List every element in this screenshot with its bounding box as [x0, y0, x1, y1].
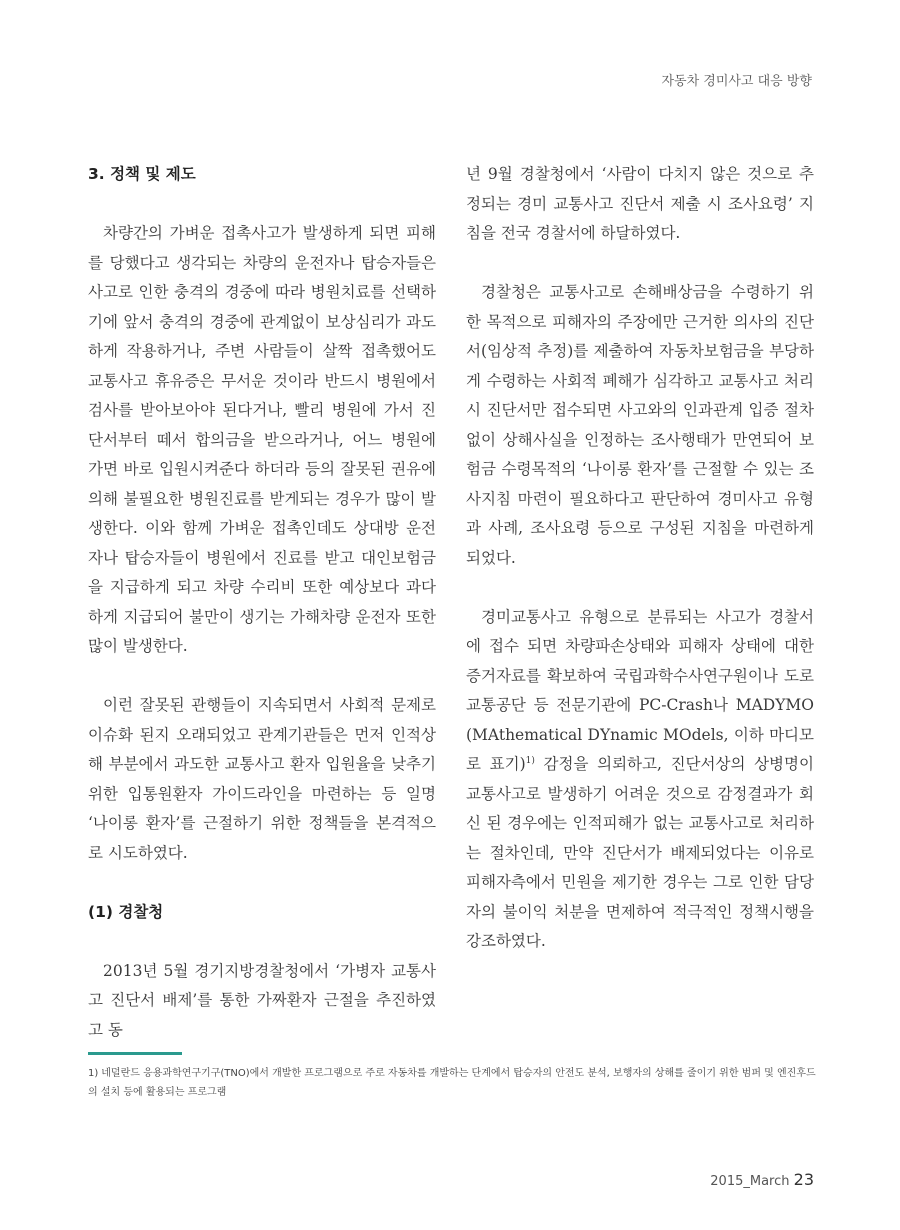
- left-column: [88, 160, 436, 1075]
- footnote-text: 네덜란드 응용과학연구기구(TNO)에서 개발한 프로그램으로 주로 자동차를 개발하는 단계에서 탑승자의 안전도 분석, 보행자의 상해를 줄이기 위한 범퍼 및 엔진후드의 설치 등에 활용되는 프로그램: [88, 1068, 816, 1098]
- paragraph-text: 감정을 의뢰하고, 진단서상의 상병명이 교통사고로 발생하기 어려운 것으로 감정결과가 회신 된 경우에는 인적피해가 없는 교통사고로 처리하는 절차인데, 만약 진단서가 배제되었다는 이유로 피해자측에서 민원을 제기한 경우는 그로 인한 담당자의 불이익 처분을 면제하여 적극적인 정책시행을 강조하였다.: [466, 755, 814, 950]
- issue-label: 2015_March: [710, 1174, 790, 1189]
- footnote-reference[interactable]: 1): [525, 755, 535, 766]
- paragraph: 이런 잘못된 관행들이 지속되면서 사회적 문제로 이슈화 된지 오래되었고 관계기관들은 먼저 인적상해 부분에서 과도한 교통사고 환자 입원율을 낮추기 위한 입통원환자 가이드라인을 마련하는 등 일명 ‘나이롱 환자’를 근절하기 위한 정책들을 본격적으로 시도하였다.: [88, 696, 436, 862]
- paragraph: 경찰청은 교통사고로 손해배상금을 수령하기 위한 목적으로 피해자의 주장에만 근거한 의사의 진단서(임상적 추정)를 제출하여 자동차보험금을 부당하게 수령하는 사회적 폐해가 심각하고 교통사고 처리 시 진단서만 접수되면 사고와의 인과관계 입증 절차 없이 상해사실을 인정하는 조사행태가 만연되어 보험금 수령목적의 ‘나이롱 환자’를 근절할 수 있는 조사지침 마련이 필요하다고 판단하여 경미사고 유형과 사례, 조사요령 등으로 구성된 지침을 마련하게 되었다.: [466, 283, 814, 567]
- footnote-divider: [88, 1052, 182, 1055]
- subsection-title: (1) 경찰청: [88, 902, 164, 921]
- page-footer: [710, 1170, 814, 1189]
- right-column: [466, 160, 814, 986]
- page-number: 23: [793, 1170, 814, 1189]
- running-header: 자동차 경미사고 대응 방향: [661, 74, 812, 89]
- footnote: [88, 1064, 818, 1102]
- paragraph: 2013년 5월 경기지방경찰청에서 ‘가병자 교통사고 진단서 배제’를 통한 가짜환자 근절을 추진하였고 동: [88, 961, 436, 1039]
- paragraph-text: 경미교통사고 유형으로 분류되는 사고가 경찰서에 접수 되면 차량파손상태와 피해자 상태에 대한 증거자료를 확보하여 국립과학수사연구원이나 도로교통공단 등 전문기관에 PC-Crash나 MADYMO(MAthematical DYnamic MOdels, 이하 마디모로 표기): [466, 607, 814, 773]
- paragraph: [466, 603, 814, 957]
- paragraph: 차량간의 가벼운 접촉사고가 발생하게 되면 피해를 당했다고 생각되는 차량의 운전자나 탑승자들은 사고로 인한 충격의 경중에 따라 병원치료를 선택하기에 앞서 충격의 경중에 관계없이 보상심리가 과도하게 작용하거나, 주변 사람들이 살짝 접촉했어도 교통사고 휴유증은 무서운 것이라 반드시 병원에서 검사를 받아보아야 된다거나, 빨리 병원에 가서 진단서부터 떼서 합의금을 받으라거나, 어느 병원에 가면 바로 입원시켜준다 하더라 등의 잘못된 권유에 의해 불필요한 병원진료를 받게되는 경우가 많이 발생한다. 이와 함께 가벼운 접촉인데도 상대방 운전자나 탑승자들이 병원에서 진료를 받고 대인보험금을 지급하게 되고 차량 수리비 또한 예상보다 과다하게 지급되어 불만이 생기는 가해차량 운전자 또한 많이 발생한다.: [88, 224, 436, 655]
- paragraph-continued: 년 9월 경찰청에서 ‘사람이 다치지 않은 것으로 추정되는 경미 교통사고 진단서 제출 시 조사요령’ 지침을 전국 경찰서에 하달하였다.: [466, 165, 814, 242]
- section-title: 3. 정책 및 제도: [88, 165, 196, 183]
- footnote-number: 1): [88, 1068, 99, 1079]
